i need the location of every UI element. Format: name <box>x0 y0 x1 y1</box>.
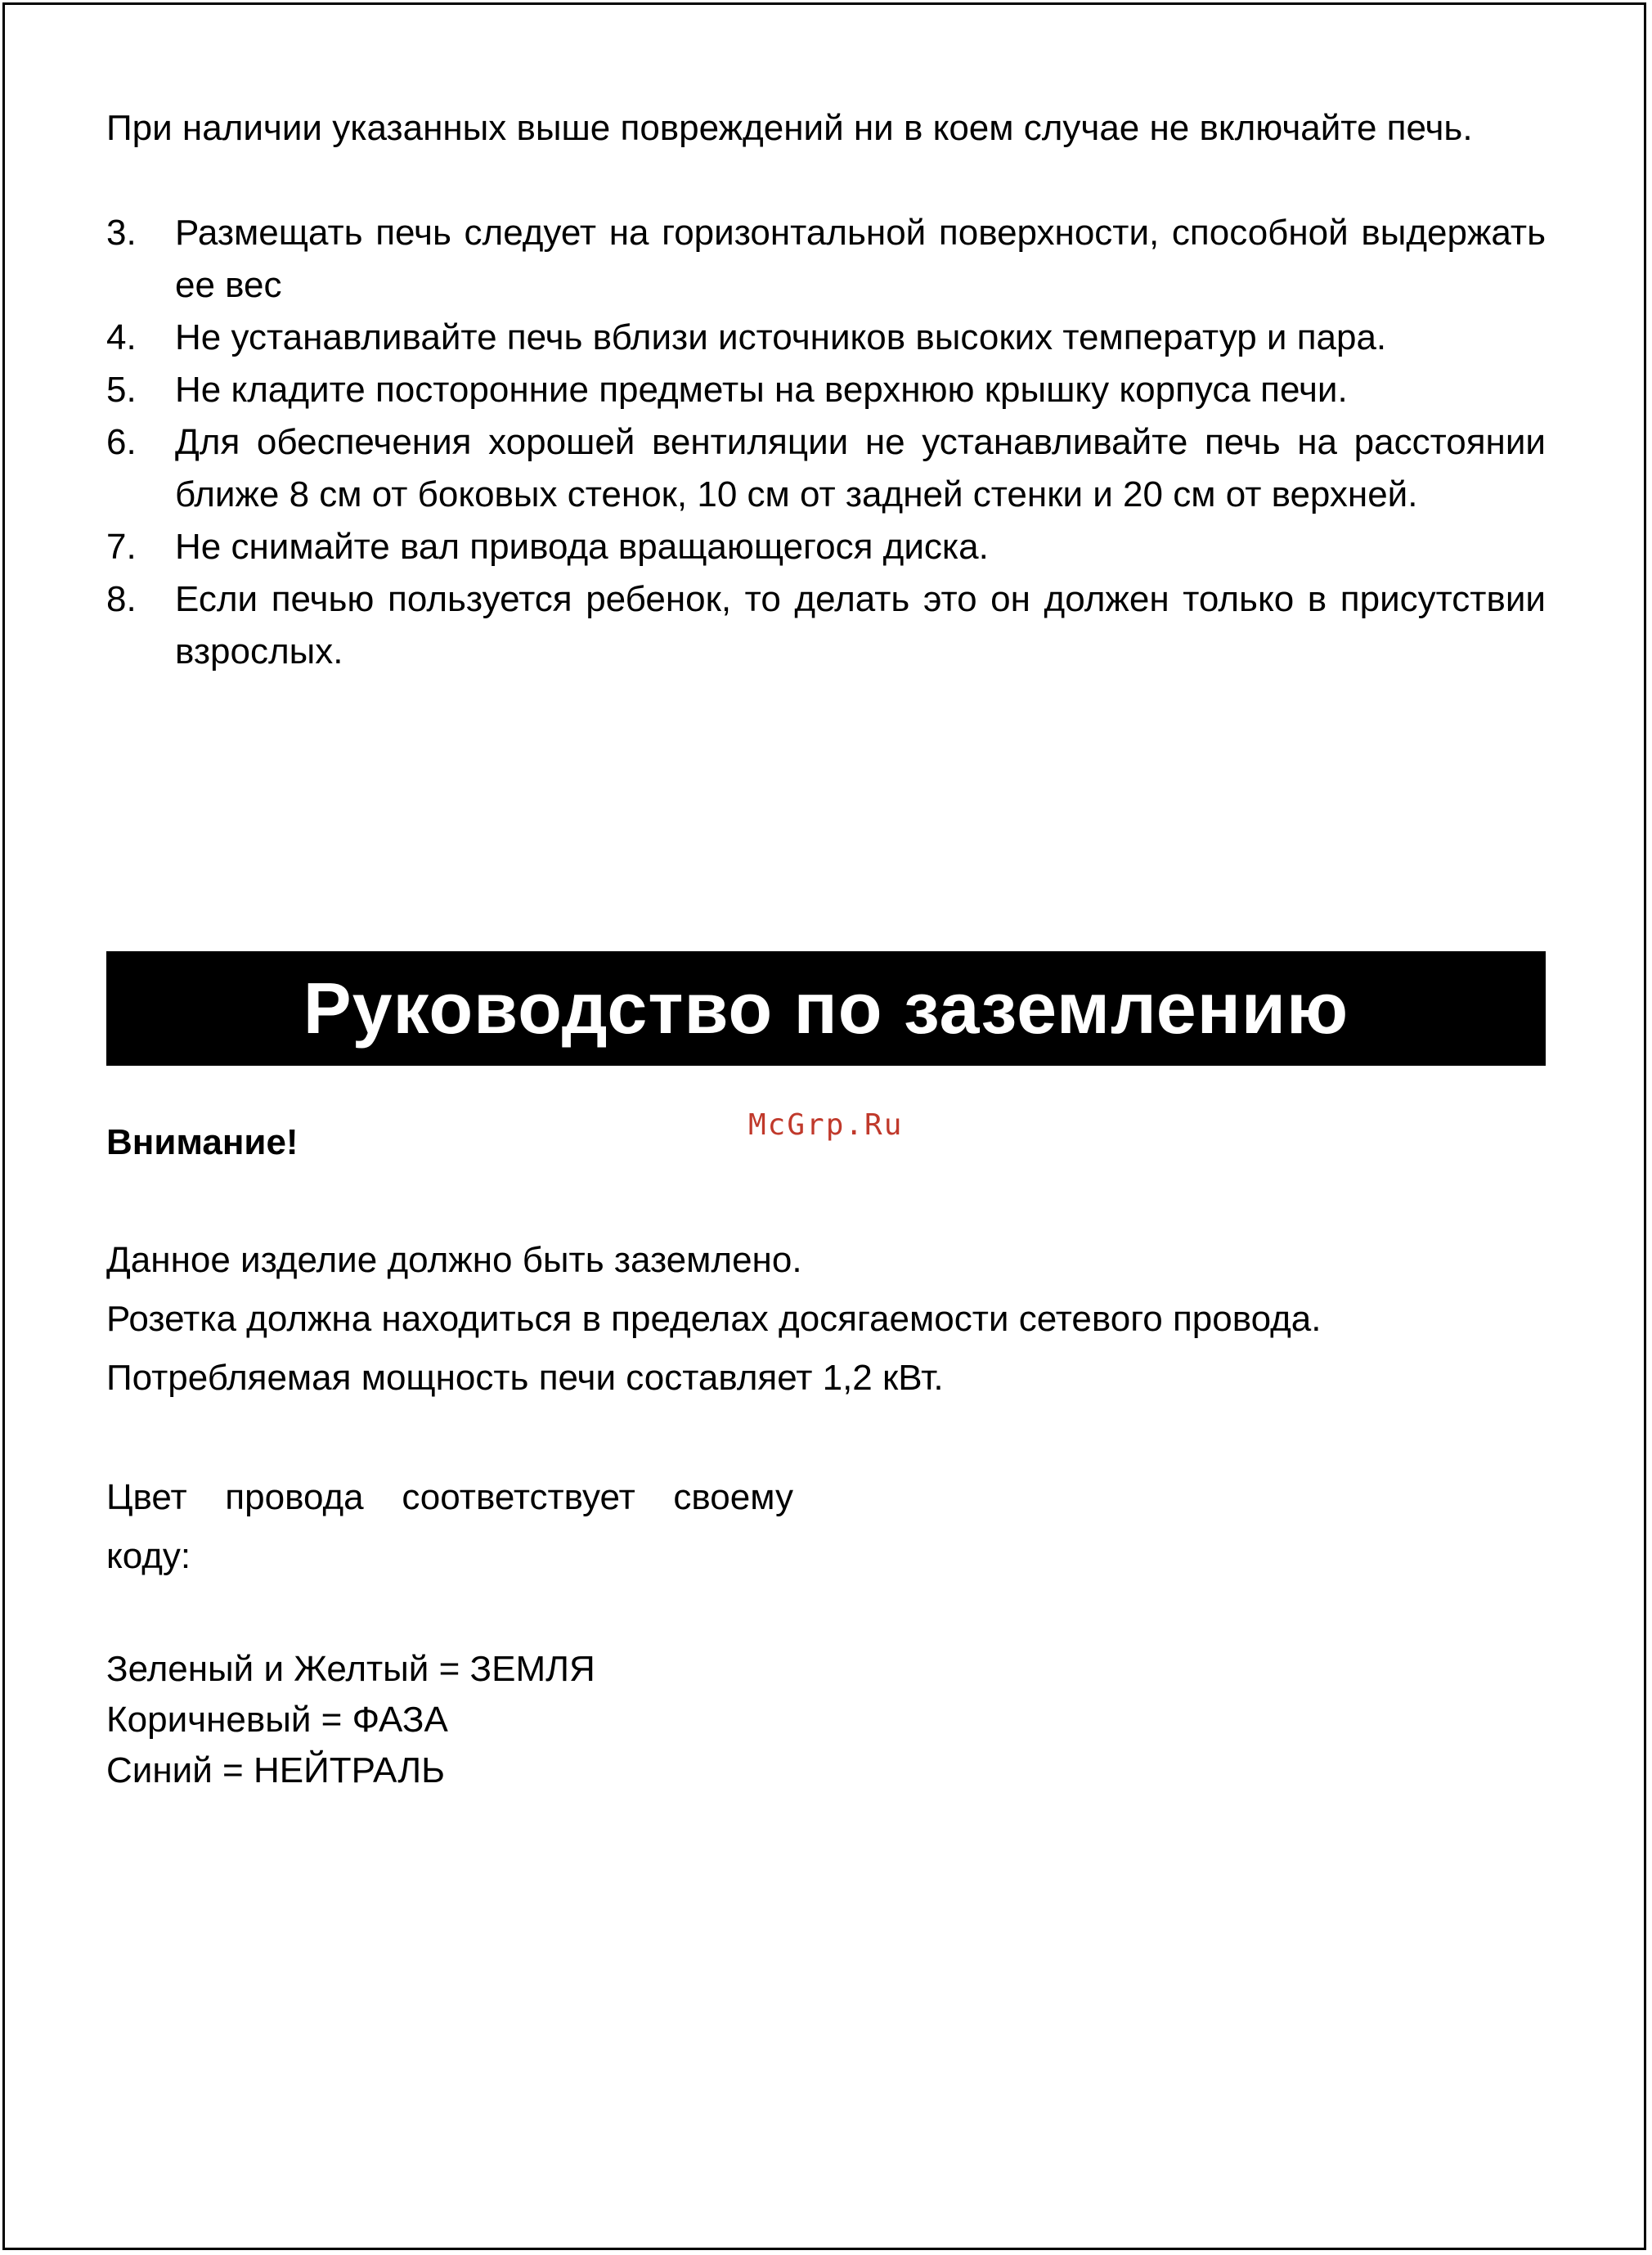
list-item <box>106 364 1546 416</box>
list-item <box>106 416 1546 521</box>
list-item <box>106 573 1546 678</box>
list-item <box>106 312 1546 364</box>
grounding-line: Данное изделие должно быть заземлено. <box>106 1240 802 1280</box>
wire-code-phase: Коричневый = ФАЗА <box>106 1700 448 1740</box>
grounding-line: Розетка должна находиться в пределах досягаемости сетевого провода. <box>106 1299 1322 1339</box>
list-item-number: 5. <box>106 370 137 410</box>
section-title-banner <box>106 951 1546 1066</box>
list-item-text: Не устанавливайте печь вблизи источников высоких температур и пара. <box>175 317 1387 357</box>
wire-code-neutral: Синий = НЕЙТРАЛЬ <box>106 1750 446 1790</box>
safety-list <box>106 207 1546 678</box>
list-item-text: Для обеспечения хорошей вентиляции не устанавливайте печь на расстоянии ближе 8 см от боковых стенок, 10 см от задней стенки и 20 см от верхней. <box>175 422 1546 514</box>
wire-color-intro: Цвет провода соответствует своему коду: <box>106 1477 793 1576</box>
wire-code-ground: Зеленый и Желтый = ЗЕМЛЯ <box>106 1649 595 1689</box>
grounding-info <box>106 1231 1546 1408</box>
watermark-link[interactable]: McGrp.Ru <box>748 1108 904 1142</box>
list-item <box>106 207 1546 312</box>
section-title: Руководство по заземлению <box>303 968 1349 1049</box>
intro-paragraph: При наличии указанных выше повреждений ни в коем случае не включайте печь. <box>106 108 1473 148</box>
wire-color-codes <box>106 1644 1546 1796</box>
list-item-text: Не кладите посторонние предметы на верхнюю крышку корпуса печи. <box>175 370 1348 410</box>
attention-heading: Внимание! <box>106 1122 299 1162</box>
list-item <box>106 521 1546 573</box>
list-item-text: Не снимайте вал привода вращающегося диска. <box>175 527 989 567</box>
list-item-number: 8. <box>106 579 137 619</box>
list-item-number: 4. <box>106 317 137 357</box>
list-item-number: 3. <box>106 213 137 253</box>
list-item-number: 7. <box>106 527 137 567</box>
list-item-text: Размещать печь следует на горизонтальной поверхности, способной выдержать ее вес <box>175 213 1546 305</box>
list-item-number: 6. <box>106 422 137 462</box>
safety-section <box>106 102 1546 678</box>
grounding-line: Потребляемая мощность печи составляет 1,2 кВт. <box>106 1358 944 1398</box>
list-item-text: Если печью пользуется ребенок, то делать это он должен только в присутствии взрослых. <box>175 579 1546 672</box>
